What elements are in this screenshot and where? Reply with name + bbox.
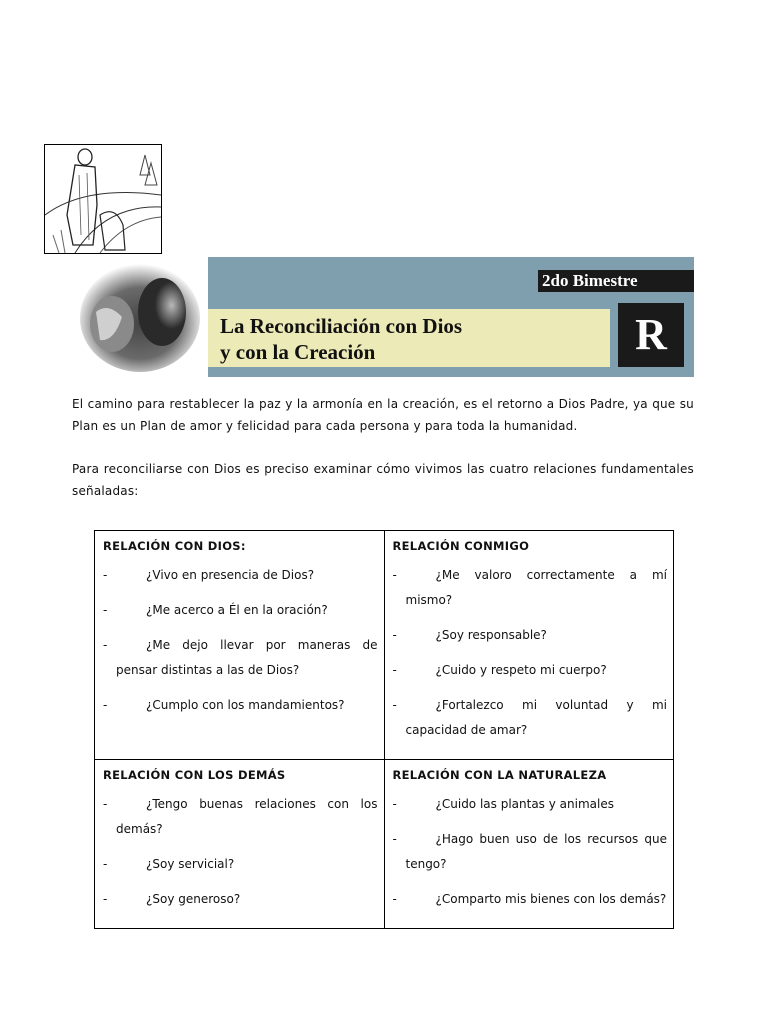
question-text: ¿Soy generoso? bbox=[146, 892, 241, 906]
dash-marker: - bbox=[392, 628, 397, 642]
cell-title: RELACIÓN CON LA NATURALEZA bbox=[392, 768, 607, 782]
cell-title: RELACIÓN CONMIGO bbox=[392, 539, 530, 553]
question-text: ¿Vivo en presencia de Dios? bbox=[146, 568, 315, 582]
dash-marker: - bbox=[392, 698, 397, 712]
question-text: ¿Me valoro correctamente a mí mismo? bbox=[405, 568, 667, 607]
table-row bbox=[95, 760, 674, 929]
cell-relacion-demas bbox=[95, 760, 385, 929]
list-item bbox=[103, 792, 378, 842]
cell-title: RELACIÓN CON LOS DEMÁS bbox=[103, 768, 286, 782]
portrait-drawing bbox=[78, 262, 202, 374]
list-item bbox=[393, 563, 668, 613]
question-text: ¿Hago buen uso de los recursos que tengo? bbox=[405, 832, 667, 871]
title-line-1: La Reconciliación con Dios bbox=[220, 314, 463, 338]
list-item bbox=[393, 792, 668, 817]
question-text: ¿Tengo buenas relaciones con los demás? bbox=[116, 797, 378, 836]
dash-marker: - bbox=[392, 663, 397, 677]
relations-table bbox=[94, 530, 674, 929]
list-item bbox=[103, 693, 378, 718]
cell-relacion-naturaleza bbox=[384, 760, 674, 929]
cell-relacion-conmigo bbox=[384, 531, 674, 760]
list-item bbox=[393, 827, 668, 877]
list-item bbox=[103, 563, 378, 588]
cell-title: RELACIÓN CON DIOS: bbox=[103, 539, 246, 553]
dash-marker: - bbox=[392, 892, 397, 906]
dash-marker: - bbox=[392, 797, 397, 811]
question-text: ¿Comparto mis bienes con los demás? bbox=[435, 892, 667, 906]
question-text: ¿Soy responsable? bbox=[435, 628, 547, 642]
title-line-2: y con la Creación bbox=[220, 340, 376, 364]
sketch-illustration bbox=[44, 144, 162, 254]
list-item bbox=[393, 887, 668, 912]
dash-marker: - bbox=[103, 857, 108, 871]
dash-marker: - bbox=[103, 603, 108, 617]
list-item bbox=[103, 887, 378, 912]
question-text: ¿Soy servicial? bbox=[146, 857, 235, 871]
question-text: ¿Me dejo llevar por maneras de pensar distintas a las de Dios? bbox=[116, 638, 378, 677]
dash-marker: - bbox=[103, 638, 108, 652]
list-item bbox=[103, 598, 378, 623]
question-text: ¿Cumplo con los mandamientos? bbox=[146, 698, 345, 712]
dash-marker: - bbox=[103, 698, 108, 712]
portrait-photo bbox=[78, 262, 202, 374]
letter-badge: R bbox=[618, 303, 684, 367]
dash-marker: - bbox=[103, 797, 108, 811]
title-banner bbox=[208, 257, 694, 377]
list-item bbox=[103, 633, 378, 683]
dash-marker: - bbox=[103, 892, 108, 906]
intro-paragraph-2: Para reconciliarse con Dios es preciso examinar cómo vivimos las cuatro relaciones fundamentales señaladas: bbox=[72, 462, 694, 498]
bimestre-label: 2do Bimestre bbox=[538, 270, 694, 292]
cell-relacion-dios bbox=[95, 531, 385, 760]
intro-paragraph-1: El camino para restablecer la paz y la armonía en la creación, es el retorno a Dios Padre, ya que su Plan es un Plan de amor y felicidad para cada persona y para toda la humanidad. bbox=[72, 397, 694, 433]
list-item bbox=[393, 693, 668, 743]
page-title bbox=[208, 309, 610, 367]
list-item bbox=[393, 623, 668, 648]
question-text: ¿Me acerco a Él en la oración? bbox=[146, 603, 328, 617]
list-item bbox=[393, 658, 668, 683]
sketch-drawing bbox=[45, 145, 161, 253]
list-item bbox=[103, 852, 378, 877]
table-row bbox=[95, 531, 674, 760]
question-text: ¿Cuido las plantas y animales bbox=[435, 797, 614, 811]
question-text: ¿Fortalezco mi voluntad y mi capacidad de amar? bbox=[405, 698, 667, 737]
dash-marker: - bbox=[103, 568, 108, 582]
dash-marker: - bbox=[392, 568, 397, 582]
question-text: ¿Cuido y respeto mi cuerpo? bbox=[435, 663, 607, 677]
dash-marker: - bbox=[392, 832, 397, 846]
